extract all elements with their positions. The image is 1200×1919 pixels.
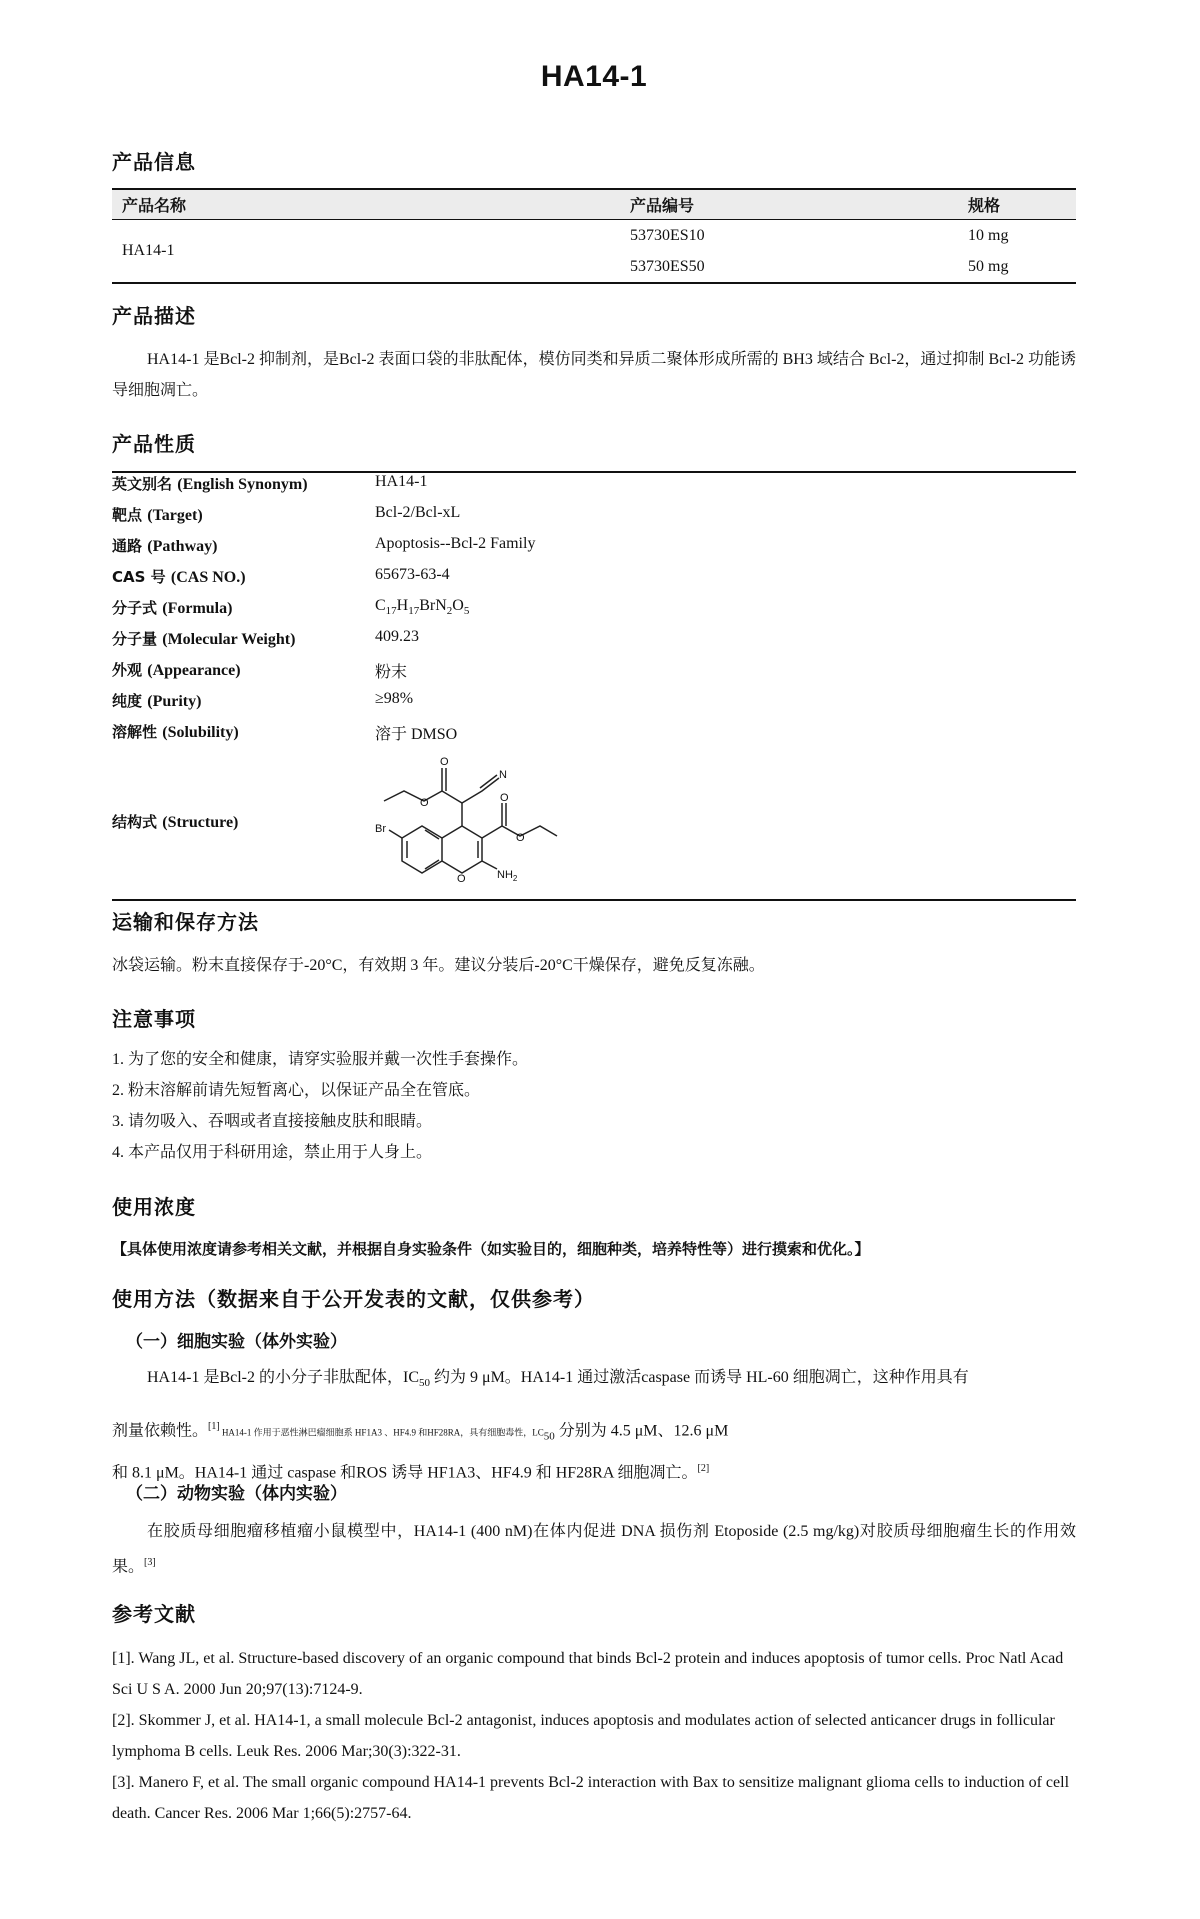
references-heading: 参考文献 (112, 1602, 196, 1626)
page-title: HA14-1 (540, 60, 648, 93)
cell-experiment-text: HA14-1 是Bcl-2 的小分子非肽配体，$IC_{50}$ 约为 9 μM。HA14-1 通过激活caspase 而诱导 HL-60 细胞凋亡，这种作用具有 剂量依赖性。[1] HA14-1 作用于恶性淋巴瘤细胞系 HF1A3 、HF4.9 和HF28RA，具有细胞毒性，$LC_{50}$ 分别为 4.5 μM、12.6 μM 和 8.1 μM。HA14-1 通过 caspase 和ROS 诱导 HF1A3、HF4.9 和 HF28RA 细胞凋亡。[2] (112, 1369, 969, 1482)
animal-experiment-text: 在胶质母细胞瘤移植瘤小鼠模型中，HA14-1 (400 nM)在体内促进 DNA 损伤剂 Etoposide (2.5 mg/kg)对胶质母细胞瘤生长的作用效果。[3] (112, 1523, 1076, 1576)
product-code-cell: 53730ES10 (630, 226, 705, 244)
atom-label-nh2: $NH_2$ (497, 869, 518, 883)
atom-label-carbonyl-oxygen: O (500, 792, 509, 804)
formula-value: $C_{17}H_{17}BrN_2O_5$ (375, 597, 470, 618)
property-label: CAS 号 (CAS NO.) (112, 568, 246, 586)
chemical-structure-diagram (375, 748, 605, 893)
property-value: Bcl-2/Bcl-xL (375, 504, 461, 521)
concentration-heading: 使用浓度 (112, 1195, 196, 1219)
atom-label-br: Br (375, 823, 386, 835)
reference-item: [2]. Skommer J, et al. HA14-1, a small molecule Bcl-2 antagonist, induces apoptosis and modulates action of selected anticancer drugs in follicular lymphoma B cells. Leuk Res. 2006 Mar;30(3):322-31. (112, 1712, 1055, 1760)
property-label: 外观 (Appearance) (112, 661, 241, 679)
property-label: 通路 (Pathway) (112, 537, 218, 555)
method-heading: 使用方法（数据来自于公开发表的文献，仅供参考） (112, 1287, 595, 1311)
reference-item: [3]. Manero F, et al. The small organic compound HA14-1 prevents Bcl-2 interaction with Bax to sensitize malignant glioma cells to induction of cell death. Cancer Res. 2006 Mar 1;66(5):2757-64. (112, 1774, 1070, 1822)
property-label: 溶解性 (Solubility) (112, 723, 239, 741)
property-value: 65673-63-4 (375, 566, 450, 583)
list-item: 3. 请勿吸入、吞咽或者直接接触皮肤和眼睛。 (112, 1113, 433, 1130)
product-spec-cell: 10 mg (968, 226, 1009, 244)
property-value: ≥98% (375, 690, 414, 707)
property-label: 纯度 (Purity) (112, 692, 202, 710)
property-label: 英文别名 (English Synonym) (112, 475, 308, 493)
product-spec-cell: 50 mg (958, 251, 1076, 283)
atom-label-ester-oxygen: O (516, 832, 525, 844)
list-item: 2. 粉末溶解前请先短暂离心，以保证产品全在管底。 (112, 1082, 481, 1099)
product-code-cell: 53730ES50 (620, 251, 958, 283)
column-header-name: 产品名称 (112, 189, 620, 220)
property-label: 靶点 (Target) (112, 506, 203, 524)
table-row (112, 220, 1076, 252)
cell-experiment-heading: （一）细胞实验（体外实验） (126, 1332, 347, 1352)
properties-heading: 产品性质 (112, 432, 196, 456)
property-value: Apoptosis--Bcl-2 Family (375, 535, 536, 552)
animal-experiment-heading: （二）动物实验（体内实验） (126, 1484, 347, 1504)
references-list (112, 1643, 1076, 1829)
list-item: 4. 本产品仅用于科研用途，禁止用于人身上。 (112, 1144, 433, 1161)
atom-label-carbonyl-oxygen: O (440, 756, 449, 768)
concentration-text: 【具体使用浓度请参考相关文献，并根据自身实验条件（如实验目的，细胞种类，培养特性等）进行摸索和优化。】 (112, 1240, 870, 1258)
reference-item: [1]. Wang JL, et al. Structure-based discovery of an organic compound that binds Bcl-2 protein and induces apoptosis of tumor cells. Proc Natl Acad Sci U S A. 2000 Jun 20;97(13):7124-9. (112, 1650, 1064, 1698)
property-value: 409.23 (375, 628, 419, 645)
column-header-code: 产品编号 (620, 189, 958, 220)
atom-label-ester-oxygen: O (420, 797, 429, 809)
property-label: 分子式 (Formula) (112, 599, 233, 617)
properties-table (112, 471, 1076, 901)
property-label: 结构式 (Structure) (112, 813, 239, 831)
table-header-row (112, 189, 1076, 220)
storage-heading: 运输和保存方法 (112, 910, 259, 934)
property-value: HA14-1 (375, 473, 428, 490)
column-header-spec: 规格 (958, 189, 1076, 220)
atom-label-nitrogen: N (499, 769, 507, 781)
product-info-heading: 产品信息 (112, 150, 196, 174)
notes-heading: 注意事项 (112, 1007, 196, 1031)
list-item: 1. 为了您的安全和健康，请穿实验服并戴一次性手套操作。 (112, 1051, 529, 1068)
description-text: HA14-1 是Bcl-2 抑制剂，是Bcl-2 表面口袋的非肽配体，模仿同类和异质二聚体形成所需的 BH3 域结合 Bcl-2，通过抑制 Bcl-2 功能诱导细胞凋亡。 (112, 351, 1076, 399)
notes-list (112, 1044, 1076, 1168)
property-value: 溶于 DMSO (375, 726, 458, 743)
property-value: 粉末 (375, 664, 408, 681)
description-heading: 产品描述 (112, 304, 196, 328)
property-label: 分子量 (Molecular Weight) (112, 630, 296, 648)
storage-text: 冰袋运输。粉末直接保存于-20°C，有效期 3 年。建议分装后-20°C干燥保存，避免反复冻融。 (112, 957, 765, 974)
product-info-table (112, 188, 1076, 284)
product-name-cell: HA14-1 (112, 220, 620, 284)
atom-label-ring-oxygen: O (457, 873, 466, 885)
